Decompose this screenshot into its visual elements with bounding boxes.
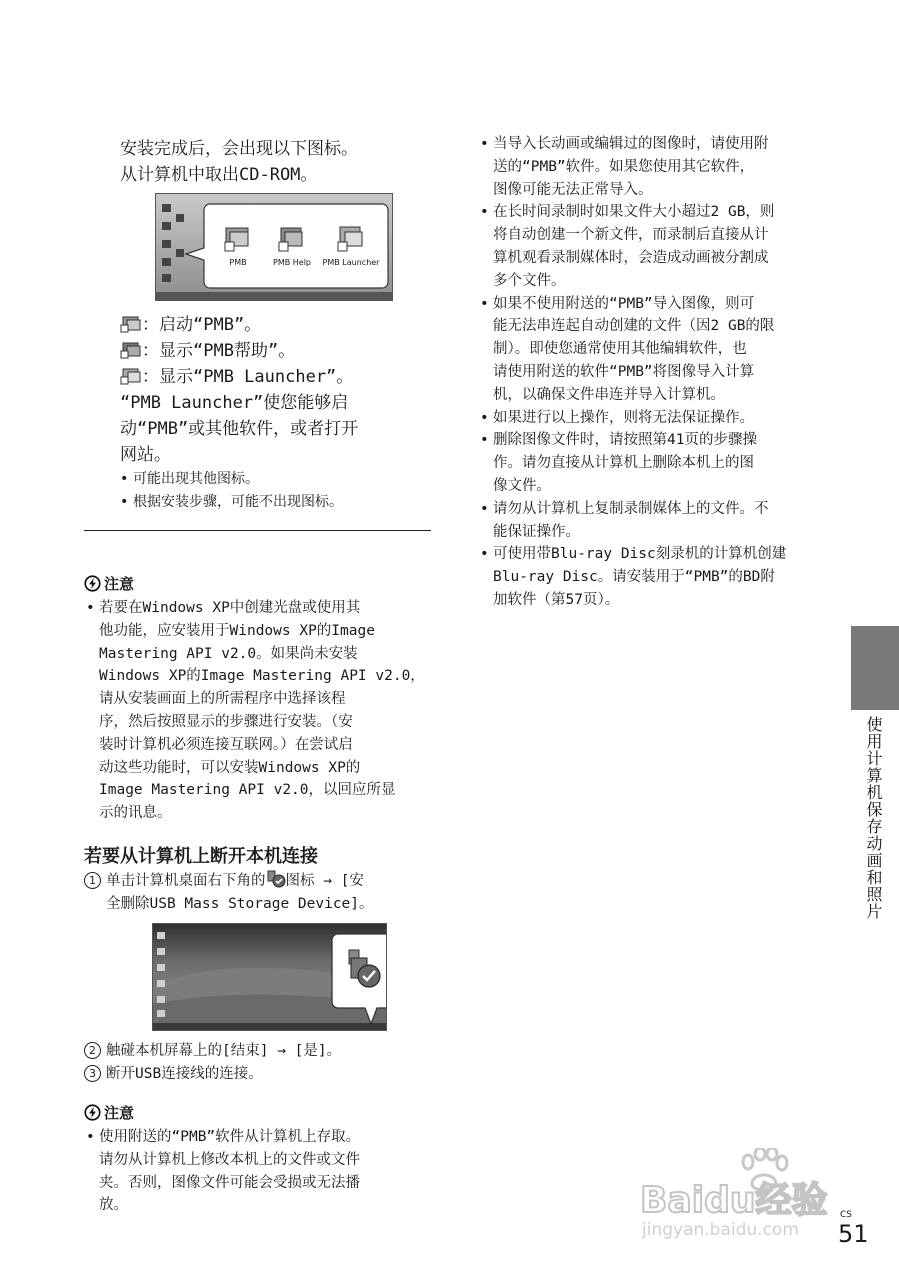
- watermark-brand: Baidu经验: [640, 1180, 828, 1221]
- bullet-text: 根据安装步骤，可能不出现图标。: [133, 494, 343, 510]
- icon-label: PMB Launcher: [322, 258, 380, 267]
- desktop-icons-screenshot: [155, 193, 393, 301]
- note-heading: [84, 1102, 134, 1123]
- pmb-desktop-icon: [214, 224, 262, 267]
- chapter-tab: [851, 626, 899, 710]
- bullet-line: 多个文件。: [493, 272, 566, 289]
- list-item: • 如果不使用附送的“PMB”导入图像，则可 能无法串连起自动创建的文件（因2 GB的限 制）。即使您通常使用其他编辑软件，也 请使用附送的软件“PMB”将图像导入计算 机，以确保文件串连并导入计算机。: [480, 293, 786, 407]
- note-line: 序，然后按照显示的步骤进行安装。（安: [99, 713, 353, 730]
- bullet-line: 将自动创建一个新文件，而录制后直接从计: [493, 227, 769, 244]
- step-1: [84, 870, 374, 916]
- page-number: 51: [838, 1220, 869, 1248]
- note-line: 动这些功能时，可以安装Windows XP的: [99, 759, 361, 776]
- bullet-text: 可能出现其他图标。: [133, 471, 259, 487]
- bullet-line: 机，以确保文件串连并导入计算机。: [493, 386, 725, 403]
- note1-body: [86, 597, 425, 825]
- note-title: 注意: [104, 575, 135, 593]
- step-number: 2: [84, 1042, 101, 1059]
- pmb-launcher-icon: [120, 367, 142, 385]
- list-item: • 当导入长动画或编辑过的图像时，请使用附 送的“PMB”软件。如果您使用其它软件， 图像可能无法正常导入。: [480, 133, 786, 201]
- bullet-line: 图像可能无法正常导入。: [493, 181, 653, 198]
- icon-notes-list: [120, 468, 343, 514]
- pmb-icon: [120, 315, 142, 333]
- note-line: Mastering API v2.0。如果尚未安装: [99, 645, 358, 662]
- bullet-line: 能无法串连起自动创建的文件（因2 GB的限: [493, 318, 775, 335]
- note-line: 装时计算机必须连接互联网。）在尝试启: [99, 736, 353, 753]
- section-heading: 若要从计算机上断开本机连接: [84, 846, 318, 867]
- pmb-launcher-icon: [336, 224, 366, 254]
- intro-line: 从计算机中取出CD-ROM。: [120, 165, 318, 185]
- note-line: Image Mastering API v2.0，以回应所显: [99, 782, 396, 799]
- bullet-line: 能保证操作。: [493, 523, 580, 540]
- bullet-line: 送的“PMB”软件。如果您使用其它软件，: [493, 158, 755, 175]
- language-code: CS: [840, 1210, 852, 1220]
- step-text: 图标 → [安: [285, 873, 364, 889]
- pmb-help-icon: [120, 341, 142, 359]
- pmb-icon: [223, 224, 253, 254]
- list-item: • 在长时间录制时如果文件大小超过2 GB，则 将自动创建一个新文件，而录制后直接从计 算机观看录制媒体时，会造成动画被分割成 多个文件。: [480, 201, 786, 292]
- caution-icon: [84, 1104, 101, 1121]
- bullet-line: 请使用附送的软件“PMB”将图像导入计算: [493, 363, 755, 380]
- icon-label: PMB Help: [273, 258, 311, 267]
- bullet-line: 可使用带Blu-ray Disc刻录机的计算机创建: [493, 546, 787, 563]
- watermark-url: jingyan.baidu.com: [642, 1220, 799, 1240]
- pmb-help-desktop-icon: [268, 224, 316, 267]
- step1-line: [84, 870, 374, 893]
- step1-line: 全删除USB Mass Storage Device]。: [106, 895, 374, 912]
- legend-text: ：显示“PMB帮助”。: [142, 341, 296, 361]
- step-number: 1: [84, 872, 101, 889]
- safely-remove-hardware-icon: [266, 870, 286, 888]
- step-text: 断开USB连接线的连接。: [106, 1065, 263, 1082]
- step-number: 3: [84, 1065, 101, 1082]
- bullet-line: 如果不使用附送的“PMB”导入图像，则可: [493, 295, 755, 312]
- note-line: 示的讯息。: [99, 805, 172, 822]
- bullet-line: 加软件（第57页）。: [493, 591, 620, 608]
- bullet-line: 如果进行以上操作，则将无法保证操作。: [493, 409, 754, 426]
- right-bullet-list: [480, 133, 786, 612]
- list-item: • 如果进行以上操作，则将无法保证操作。: [480, 407, 786, 430]
- note-line: 请勿从计算机上修改本机上的文件或文件: [99, 1151, 360, 1168]
- list-item: • 可能出现其他图标。: [120, 471, 259, 487]
- intro-line: 安装完成后，会出现以下图标。: [120, 139, 358, 159]
- bullet-line: 制）。即使您通常使用其他编辑软件，也: [493, 341, 747, 358]
- step-text: 单击计算机桌面右下角的: [106, 873, 266, 889]
- list-item: • 根据安装步骤，可能不出现图标。: [120, 494, 343, 510]
- note-title: 注意: [104, 1104, 135, 1122]
- note-line: 使用附送的“PMB”软件从计算机上存取。: [99, 1129, 361, 1145]
- list-item: • 使用附送的“PMB”软件从计算机上存取。 请勿从计算机上修改本机上的文件或文件 夹。否则，图像文件可能会受损或无法播 放。: [86, 1126, 360, 1217]
- bullet-line: 删除图像文件时，请按照第41页的步骤操: [493, 432, 757, 449]
- bullet-line: 像文件。: [493, 477, 551, 494]
- launcher-desc-line: 网站。: [120, 445, 171, 465]
- list-item: • 若要在Windows XP中创建光盘或使用其 他功能，应安装用于Windows XP的Image Mastering API v2.0。如果尚未安装 Windows XP的Image Mastering API v2.0， 请从安装画面上的所需程序中选择该程 序，然后按照显示的步骤进行安装。（安 装时计算机必须连接互联网。）在尝试启 动这些功能时，可以安装Windows XP的 Image Mastering API v2.0，以回应所显 示的讯息。: [86, 597, 425, 825]
- chapter-tab-label: 使用计算机保存动画和照片: [864, 716, 883, 920]
- legend-text: ：启动“PMB”。: [142, 315, 262, 335]
- note-line: 他功能，应安装用于Windows XP的Image: [99, 622, 375, 639]
- taskbar-screenshot: [152, 923, 387, 1031]
- note-heading: [84, 573, 134, 594]
- bullet-line: 算机观看录制媒体时，会造成动画被分割成: [493, 249, 769, 266]
- note-line: 若要在Windows XP中创建光盘或使用其: [99, 600, 361, 616]
- step-2: [84, 1040, 341, 1063]
- caution-icon: [84, 575, 101, 592]
- bullet-line: Blu-ray Disc。请安装用于“PMB”的BD附: [493, 569, 775, 586]
- note-line: 请从安装画面上的所需程序中选择该程: [99, 691, 346, 708]
- pmb-help-icon: [277, 224, 307, 254]
- legend-line-pmb: [120, 312, 358, 338]
- note-line: 夹。否则，图像文件可能会受损或无法播: [99, 1174, 360, 1191]
- legend-text: ：显示“PMB Launcher”。: [142, 367, 354, 387]
- note-line: Windows XP的Image Mastering API v2.0，: [99, 668, 425, 685]
- legend-line-help: [120, 338, 358, 364]
- bullet-line: 请勿从计算机上复制录制媒体上的文件。不: [493, 500, 769, 517]
- baidu-jingyan-watermark: [640, 1148, 850, 1248]
- steps-2-3: [84, 1040, 341, 1086]
- step-text: 触碰本机屏幕上的[结束] → [是]。: [106, 1043, 342, 1059]
- icon-legend: [120, 312, 358, 468]
- step-3: [84, 1063, 341, 1086]
- icon-label: PMB: [229, 258, 247, 267]
- bullet-line: 在长时间录制时如果文件大小超过2 GB，则: [493, 204, 775, 221]
- note2-body: [86, 1126, 360, 1217]
- launcher-desc-line: 动“PMB”或其他软件，或者打开: [120, 419, 359, 439]
- launcher-desc-line: “PMB Launcher”使您能够启: [120, 393, 349, 413]
- list-item: • 删除图像文件时，请按照第41页的步骤操 作。请勿直接从计算机上删除本机上的图 像文件。: [480, 429, 786, 497]
- note-line: 放。: [99, 1197, 128, 1214]
- pmb-launcher-desktop-icon: [320, 224, 382, 267]
- legend-line-launcher: [120, 364, 358, 390]
- bullet-line: 作。请勿直接从计算机上删除本机上的图: [493, 455, 754, 472]
- list-item: • 请勿从计算机上复制录制媒体上的文件。不 能保证操作。: [480, 498, 786, 544]
- install-intro: [120, 136, 358, 188]
- bullet-line: 当导入长动画或编辑过的图像时，请使用附: [493, 136, 769, 152]
- list-item: • 可使用带Blu-ray Disc刻录机的计算机创建 Blu-ray Disc。请安装用于“PMB”的BD附 加软件（第57页）。: [480, 543, 786, 611]
- section-divider: [84, 530, 431, 531]
